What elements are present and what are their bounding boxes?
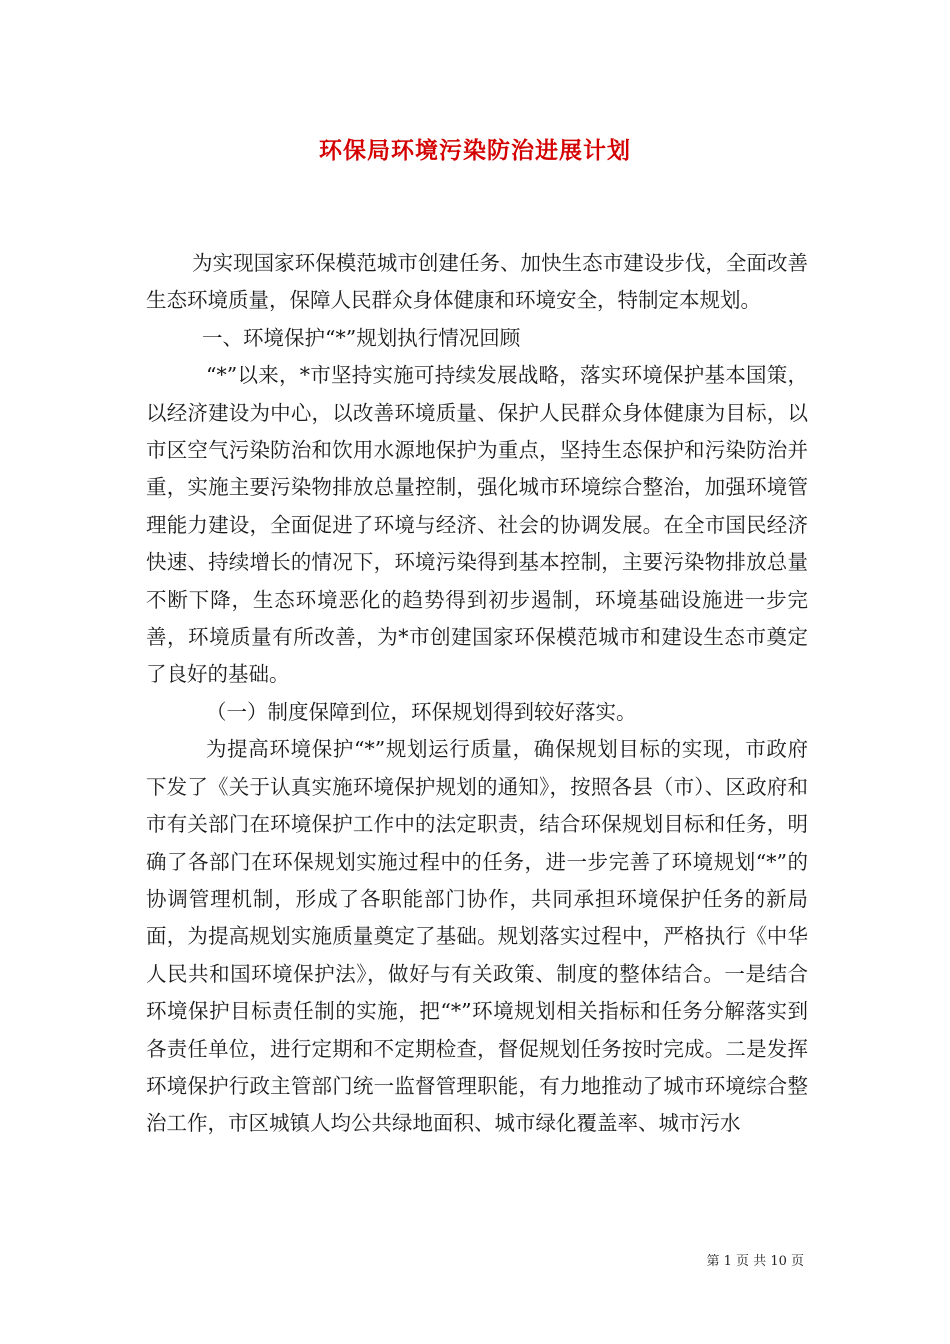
document-body xyxy=(146,245,808,1143)
paragraph-review: “*”以来，*市坚持实施可持续发展战略，落实环境保护基本国策，以经济建设为中心，以改善环境质量、保护人民群众身体健康为目标，以市区空气污染防治和饮用水源地保护为重点，坚持生态保护和污染防治并重，实施主要污染物排放总量控制，强化城市环境综合整治，加强环境管理能力建设，全面促进了环境与经济、社会的协调发展。在全市国民经济快速、持续增长的情况下，环境污染得到基本控制，主要污染物排放总量不断下降，生态环境恶化的趋势得到初步遏制，环境基础设施进一步完善，环境质量有所改善，为*市创建国家环保模范城市和建设生态市奠定了良好的基础。 xyxy=(146,363,808,687)
paragraph-institution: 为提高环境保护“*”规划运行质量，确保规划目标的实现，市政府下发了《关于认真实施环境保护规划的通知》，按照各县（市）、区政府和市有关部门在环境保护工作中的法定职责，结合环保规划目标和任务，明确了各部门在环保规划实施过程中的任务，进一步完善了环境规划“*”的协调管理机制，形成了各职能部门协作，共同承担环境保护任务的新局面，为提高规划实施质量奠定了基础。规划落实过程中，严格执行《中华人民共和国环境保护法》，做好与有关政策、制度的整体结合。一是结合环境保护目标责任制的实施，把“*”环境规划相关指标和任务分解落实到各责任单位，进行定期和不定期检查，督促规划任务按时完成。二是发挥环境保护行政主管部门统一监督管理职能，有力地推动了城市环境综合整治工作，市区城镇人均公共绿地面积、城市绿化覆盖率、城市污水 xyxy=(146,737,808,1136)
paragraph-intro: 为实现国家环保模范城市创建任务、加快生态市建设步伐，全面改善生态环境质量，保障人民群众身体健康和环境安全，特制定本规划。 xyxy=(146,251,808,313)
page-number: 第 1 页 共 10 页 xyxy=(706,1254,804,1269)
document-title: 环保局环境污染防治进展计划 xyxy=(319,137,631,164)
subsection-heading-1: （一）制度保障到位，环保规划得到较好落实。 xyxy=(206,699,637,724)
section-heading-1: 一、环境保护“*”规划执行情况回顾 xyxy=(202,325,521,350)
